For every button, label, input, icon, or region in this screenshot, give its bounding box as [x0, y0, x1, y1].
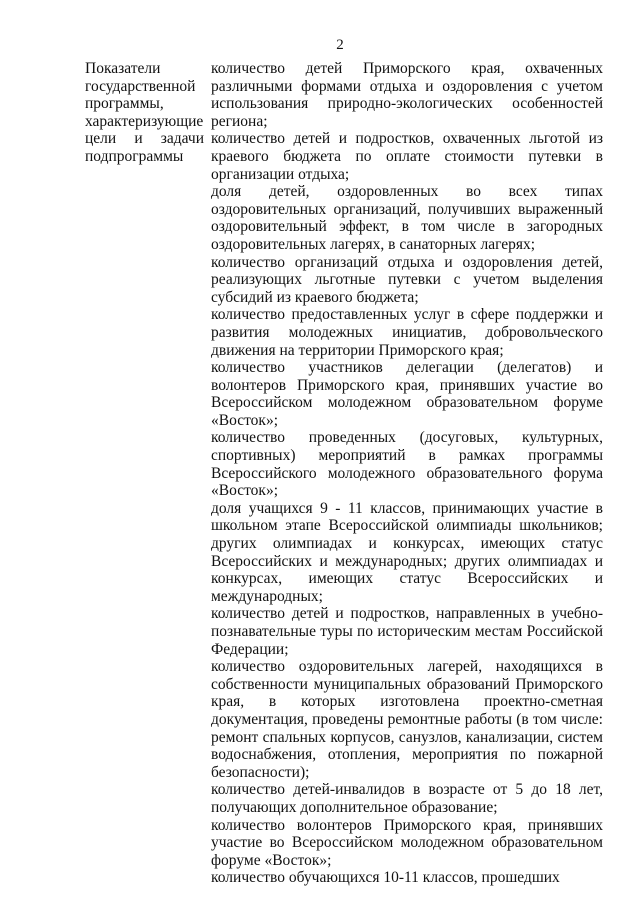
list-item: доля учащихся 9 - 11 классов, принимающих участие в школьном этапе Всероссийской олимпиады школьников; других олимпиадах и конкурсах, имеющих статус Всероссийских и международных; других олимпиадах и конкурсах, имеющих статус Всероссийских и международных;	[211, 499, 603, 605]
list-item: количество предоставленных услуг в сфере поддержки и развития молодежных инициатив, добровольческого движения на территории Приморского края;	[211, 306, 603, 359]
list-item: количество детей и подростков, охваченных льготой из краевого бюджета по оплате стоимости путевки в организации отдыха;	[211, 130, 603, 183]
list-item: количество волонтеров Приморского края, принявших участие во Всероссийском молодежном образовательном форуме «Восток»;	[211, 816, 603, 869]
indicator-list	[211, 60, 603, 887]
table-row-label: Показатели государственной программы, характеризующие цели и задачи подпрограммы	[85, 60, 204, 165]
page-number: 2	[336, 37, 344, 53]
list-item: количество обучающихся 10-11 классов, прошедших	[211, 869, 560, 887]
list-item: количество организаций отдыха и оздоровления детей, реализующих льготные путевки с учетом выделения субсидий из краевого бюджета;	[211, 253, 603, 306]
list-item: количество проведенных (досуговых, культурных, спортивных) мероприятий в рамках программы Всероссийского молодежного образовательного форума «Восток»;	[211, 429, 603, 500]
list-item: количество детей и подростков, направленных в учебно-познавательные туры по историческим местам Российской Федерации;	[211, 605, 603, 658]
list-item: количество оздоровительных лагерей, находящихся в собственности муниципальных образований Приморского края, в которых изготовлена проектно-сметная документация, проведены ремонтные работы (в том числе: ремонт спальных корпусов, санузлов, канализации, систем водоснабжения, отопления, мероприятия по пожарной безопасности);	[211, 658, 603, 781]
list-item: доля детей, оздоровленных во всех типах оздоровительных организаций, получивших выраженный оздоровительный эффект, в том числе в загородных оздоровительных лагерях, в санаторных лагерях;	[211, 183, 603, 253]
list-item: количество участников делегации (делегатов) и волонтеров Приморского края, принявших участие во Всероссийском молодежном образовательном форуме «Восток»;	[211, 359, 603, 429]
list-item: количество детей-инвалидов в возрасте от 5 до 18 лет, получающих дополнительное образование;	[211, 781, 603, 816]
list-item: количество детей Приморского края, охваченных различными формами отдыха и оздоровления с учетом использования природно-экологических особенностей региона;	[211, 60, 603, 130]
